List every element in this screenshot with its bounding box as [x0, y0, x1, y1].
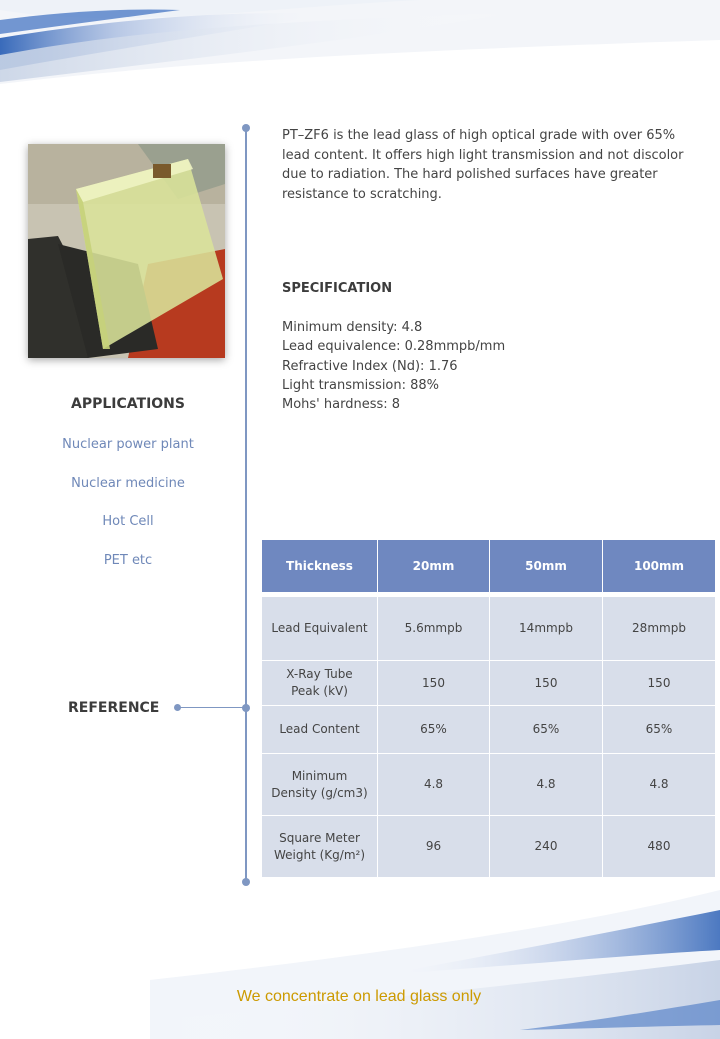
- timeline-dot-top: [242, 124, 250, 132]
- timeline-dot-reference: [242, 704, 250, 712]
- row-label: Lead Equivalent: [262, 596, 378, 660]
- table-cell: 28mmpb: [603, 596, 715, 660]
- application-item: Hot Cell: [102, 514, 154, 529]
- row-label: Minimum Density (g/cm3): [262, 753, 378, 815]
- applications-list: [28, 437, 228, 591]
- specification-list: [282, 318, 505, 414]
- table-cell: 480: [603, 815, 715, 877]
- table-cell: 150: [490, 660, 603, 705]
- table-cell: 150: [378, 660, 490, 705]
- table-cell: 4.8: [490, 753, 603, 815]
- table-cell: 4.8: [378, 753, 490, 815]
- table-header-row: [262, 540, 715, 592]
- footer-slogan: We concentrate on lead glass only: [236, 988, 482, 1005]
- header-swoosh-graphic: [0, 0, 720, 92]
- table-header-cell: 20mm: [378, 540, 490, 592]
- row-label: Lead Content: [262, 705, 378, 753]
- table-cell: 65%: [603, 705, 715, 753]
- table-header-cell: 50mm: [490, 540, 603, 592]
- row-label: Square Meter Weight (Kg/m²): [262, 815, 378, 877]
- intro-paragraph: PT–ZF6 is the lead glass of high optical grade with over 65% lead content. It offers high light transmission and not discolor due to radiation. The hard polished surfaces have greater resistance to scratching.: [282, 128, 684, 202]
- application-item: PET etc: [103, 552, 153, 568]
- application-item: Nuclear power plant: [62, 437, 194, 452]
- table-cell: 150: [603, 660, 715, 705]
- application-item: Nuclear medicine: [71, 475, 185, 491]
- table-row: [262, 705, 715, 753]
- footer-swoosh-graphic: [0, 880, 720, 1039]
- table-cell: 240: [490, 815, 603, 877]
- timeline-line: [245, 128, 247, 882]
- reference-connector: [180, 707, 246, 708]
- spec-item: Lead equivalence: 0.28mmpb/mm: [282, 339, 506, 355]
- table-header-cell: Thickness: [262, 540, 378, 592]
- table-row: [262, 753, 715, 815]
- table-cell: 96: [378, 815, 490, 877]
- spec-item: Minimum density: 4.8: [282, 320, 423, 335]
- table-cell: 14mmpb: [490, 596, 603, 660]
- table-row: [262, 660, 715, 705]
- spec-item: Light transmission: 88%: [282, 377, 440, 393]
- row-label: X-Ray Tube Peak (kV): [262, 660, 378, 705]
- table-row: [262, 596, 715, 660]
- table-row: [262, 815, 715, 877]
- spec-item: Mohs' hardness: 8: [282, 397, 401, 413]
- reference-table: [262, 540, 715, 877]
- lead-glass-photo: [28, 144, 225, 358]
- reference-label: REFERENCE: [68, 700, 160, 716]
- spec-item: Refractive Index (Nd): 1.76: [282, 358, 458, 374]
- specification-title: SPECIFICATION: [282, 281, 393, 296]
- table-cell: 65%: [490, 705, 603, 753]
- table-cell: 5.6mmpb: [378, 596, 490, 660]
- table-cell: 4.8: [603, 753, 715, 815]
- table-cell: 65%: [378, 705, 490, 753]
- applications-title: APPLICATIONS: [71, 396, 185, 412]
- table-header-cell: 100mm: [603, 540, 715, 592]
